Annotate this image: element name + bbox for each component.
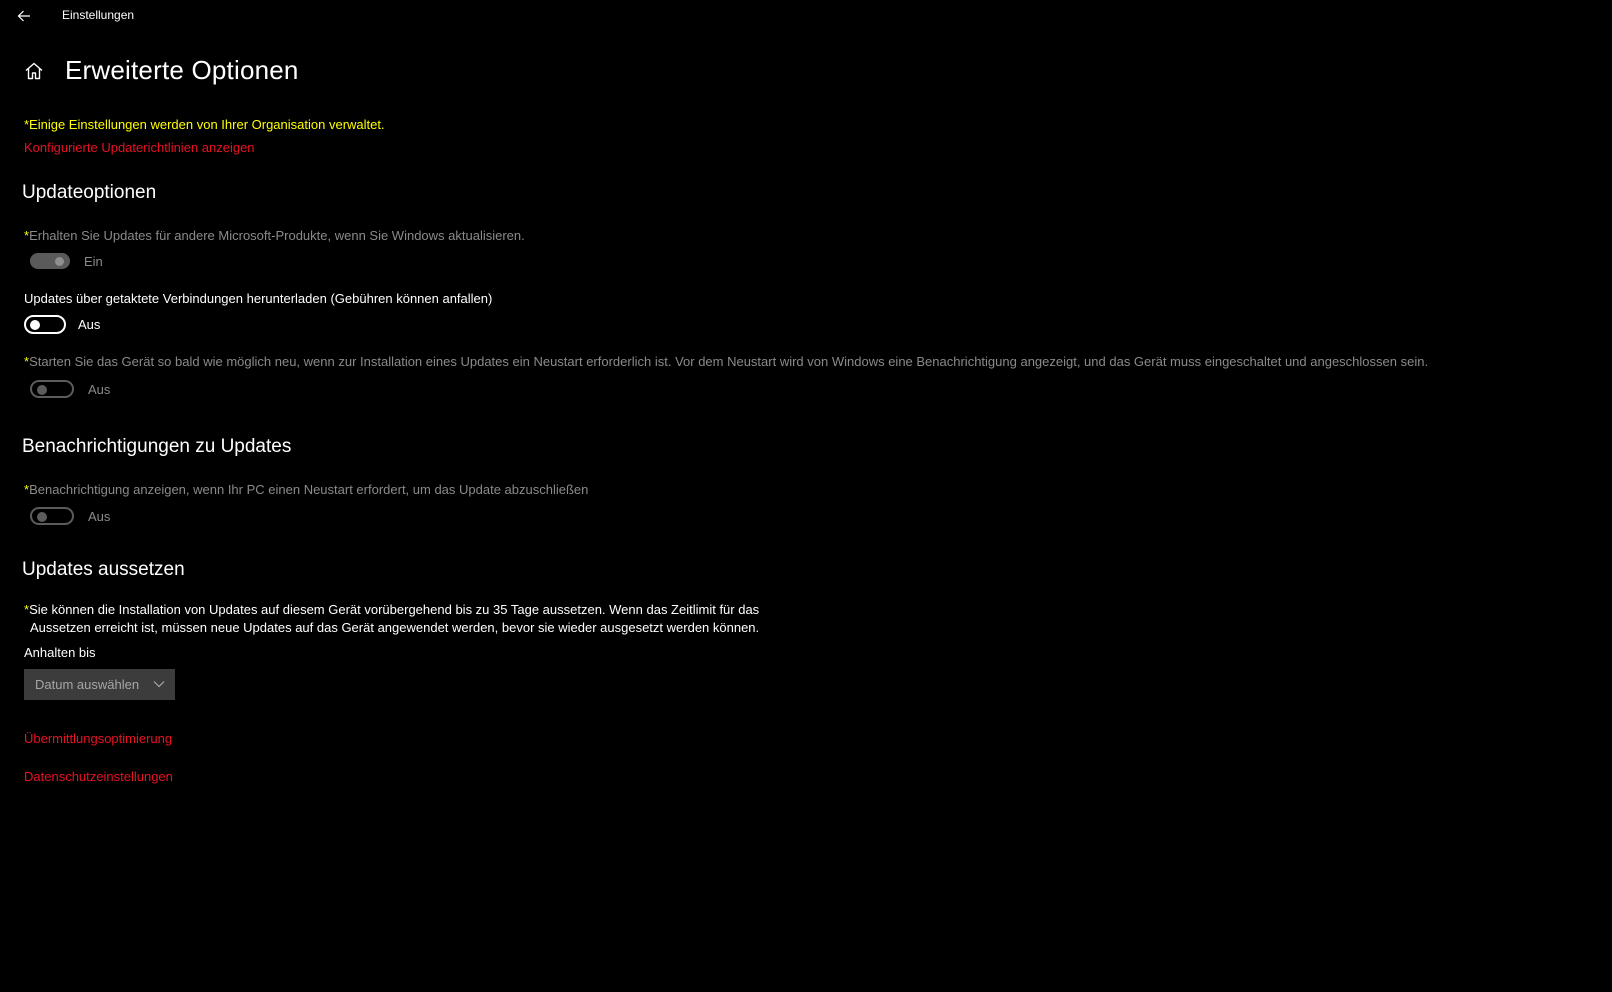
chevron-down-icon [153,678,165,690]
other-products-label [24,228,525,243]
restart-asap-label-text: Starten Sie das Gerät so bald wie möglich neu, wenn zur Installation eines Updates ein Neustart erforderlich ist. Vor dem Neustart wird von Windows eine Benachrichtigung angezeigt, und das Gerät muss eingeschaltet und angeschlossen sein. [29,354,1429,369]
pause-until-label: Anhalten bis [24,645,96,660]
privacy-settings-link[interactable]: Datenschutzeinstellungen [24,769,173,784]
app-title: Einstellungen [62,8,135,22]
other-products-toggle[interactable] [30,253,70,269]
home-button[interactable] [23,60,45,82]
pause-description-line2: Aussetzen erreicht ist, müssen neue Updates auf das Gerät angewendet werden, bevor sie wieder ausgesetzt werden können. [30,620,760,635]
policy-star: * [24,602,30,617]
back-arrow-icon [17,9,31,23]
policy-star: * [24,354,30,369]
metered-connections-toggle-row [24,315,100,334]
restart-asap-toggle-row [30,380,110,398]
section-title-update-options: Updateoptionen [22,182,157,203]
page-title: Erweiterte Optionen [65,55,299,85]
restart-asap-label [24,354,1428,369]
other-products-toggle-row [30,253,103,269]
restart-notice-state: Aus [88,508,111,524]
pause-date-dropdown[interactable] [24,669,175,700]
restart-asap-state: Aus [88,381,111,397]
restart-notice-label [24,482,588,497]
policy-star: * [24,228,30,243]
delivery-optimization-link[interactable]: Übermittlungsoptimierung [24,731,173,746]
toggle-knob [37,512,47,522]
title-bar [0,0,1612,32]
metered-connections-label: Updates über getaktete Verbindungen herunterladen (Gebühren können anfallen) [24,291,493,306]
toggle-knob [30,320,40,330]
metered-connections-state: Aus [78,317,101,332]
section-title-pause-updates: Updates aussetzen [22,559,185,580]
other-products-label-text: Erhalten Sie Updates für andere Microsoft-Produkte, wenn Sie Windows aktualisieren. [29,228,525,243]
pause-description [24,601,804,637]
restart-notice-toggle[interactable] [30,507,74,525]
policy-star: * [24,482,30,497]
metered-connections-toggle[interactable] [24,315,66,334]
toggle-knob [37,385,47,395]
home-icon [24,61,44,81]
other-products-state: Ein [84,253,103,269]
pause-description-line1: Sie können die Installation von Updates auf diesem Gerät vorübergehend bis zu 35 Tage aussetzen. Wenn das Zeitlimit für das [29,602,760,617]
back-button[interactable] [12,4,36,28]
page-header [23,55,299,86]
view-configured-policies-link[interactable]: Konfigurierte Updaterichtlinien anzeigen [24,140,255,155]
restart-notice-toggle-row [30,507,110,525]
restart-notice-label-text: Benachrichtigung anzeigen, wenn Ihr PC einen Neustart erfordert, um das Update abzuschließen [29,482,589,497]
pause-date-placeholder: Datum auswählen [35,677,140,692]
section-title-update-notifications: Benachrichtigungen zu Updates [22,436,292,457]
restart-asap-toggle[interactable] [30,380,74,398]
managed-by-organization-note: *Einige Einstellungen werden von Ihrer Organisation verwaltet. [24,117,385,132]
toggle-knob [55,257,64,266]
